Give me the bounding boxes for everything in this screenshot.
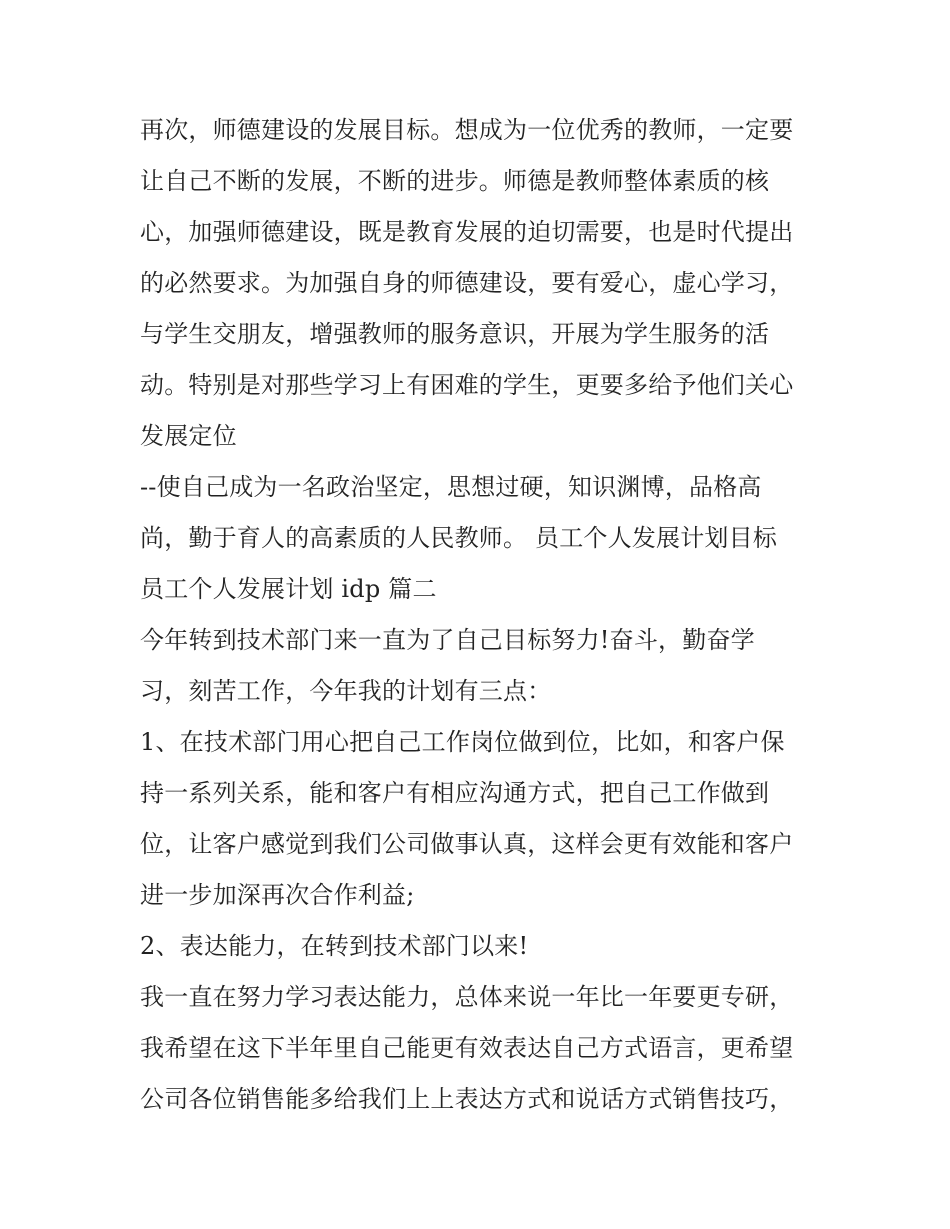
text-line: 今年转到技术部门来一直为了自己目标努力!奋斗，勤奋学 (140, 626, 755, 654)
text-line: 与学生交朋友，增强教师的服务意识，开展为学生服务的活 (140, 320, 770, 348)
text-line: 习，刻苦工作，今年我的计划有三点： (140, 677, 552, 705)
text-line: 进一步加深再次合作利益; (140, 881, 415, 909)
text-line: 发展定位 (140, 422, 237, 450)
text-line: 动。特别是对那些学习上有困难的学生，更要多给予他们关心 (140, 371, 794, 399)
list-item-line: 2、表达能力，在转到技术部门以来! (140, 932, 529, 960)
document-body (140, 105, 820, 1125)
text-line: 让自己不断的发展，不断的进步。师德是教师整体素质的核 (140, 167, 770, 195)
list-item-line: 1、在技术部门用心把自己工作岗位做到位，比如，和客户保 (140, 728, 785, 756)
text-line: 位，让客户感觉到我们公司做事认真，这样会更有效能和客户 (140, 830, 794, 858)
text-line: 再次，师德建设的发展目标。想成为一位优秀的教师，一定要 (140, 116, 794, 144)
text-line: 的必然要求。为加强自身的师德建设，要有爱心，虚心学习， (140, 269, 794, 297)
text-line: --使自己成为一名政治坚定，思想过硬，知识渊博，品格高 (140, 473, 762, 501)
section-heading: 员工个人发展计划 idp 篇二 (140, 575, 437, 603)
text-line: 心，加强师德建设，既是教育发展的迫切需要，也是时代提出 (140, 218, 794, 246)
text-line: 我希望在这下半年里自己能更有效表达自己方式语言，更希望 (140, 1034, 794, 1062)
text-line: 尚，勤于育人的高素质的人民教师。 员工个人发展计划目标 (140, 524, 778, 552)
text-line: 我一直在努力学习表达能力，总体来说一年比一年要更专研， (140, 983, 794, 1011)
text-line: 持一系列关系，能和客户有相应沟通方式，把自己工作做到 (140, 779, 770, 807)
text-line: 公司各位销售能多给我们上上表达方式和说话方式销售技巧， (140, 1085, 794, 1113)
